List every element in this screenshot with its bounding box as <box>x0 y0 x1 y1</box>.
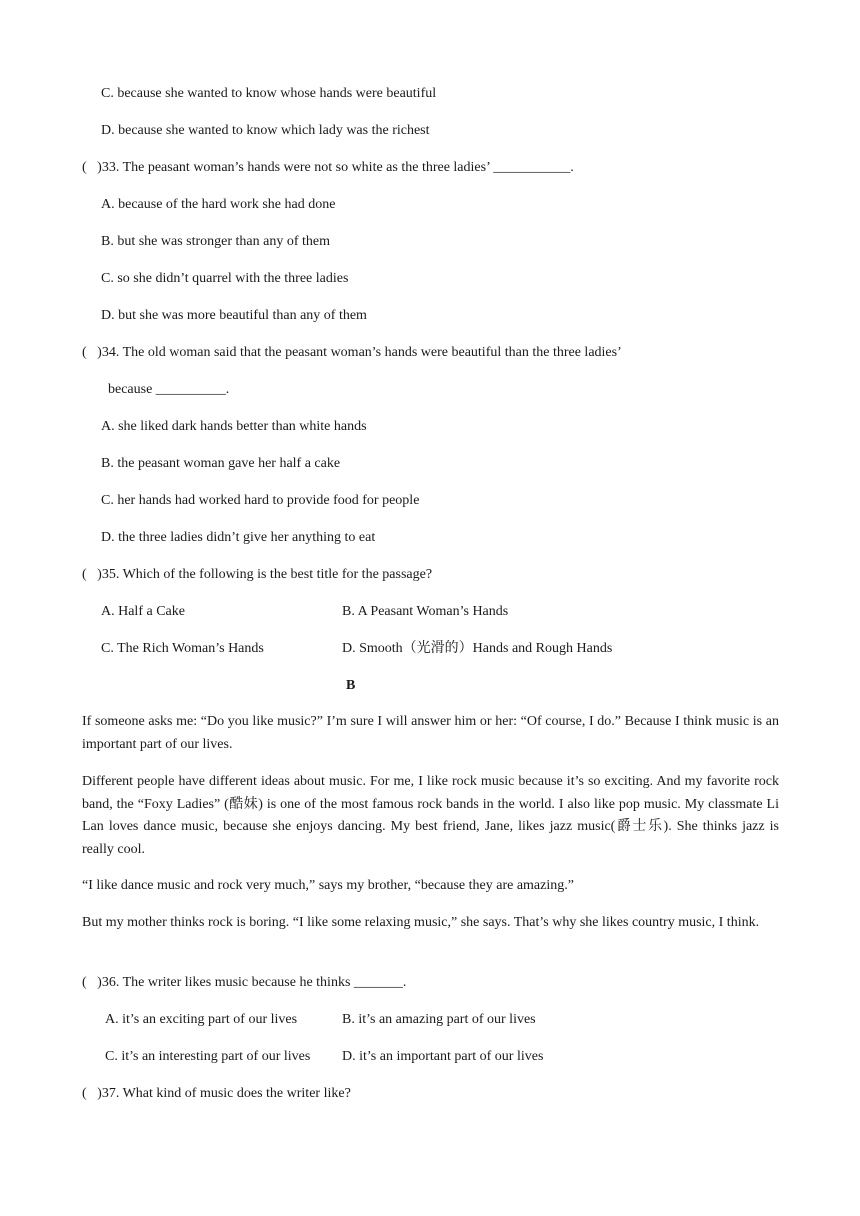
q36-stem: ( )36. The writer likes music because he thinks _______. <box>82 975 407 990</box>
q36-option-d: D. it’s an important part of our lives <box>342 1049 544 1064</box>
q35-option-a: A. Half a Cake <box>101 604 185 619</box>
section-b-paragraph-4: But my mother thinks rock is boring. “I like some relaxing music,” she says. That’s why she likes country music, I think. <box>82 915 760 930</box>
q35-option-b: B. A Peasant Woman’s Hands <box>342 604 509 619</box>
q35-option-c: C. The Rich Woman’s Hands <box>101 641 264 656</box>
q33-option-b: B. but she was stronger than any of them <box>101 234 331 249</box>
q34-option-c: C. her hands had worked hard to provide food for people <box>101 493 420 508</box>
q35-stem: ( )35. Which of the following is the best title for the passage? <box>82 567 433 582</box>
section-b-paragraph-1: If someone asks me: “Do you like music?” I’m sure I will answer him or her: “Of course, I do.” Because I think music is an important part of our lives. <box>82 714 779 752</box>
q33-stem: ( )33. The peasant woman’s hands were not so white as the three ladies’ ___________. <box>82 160 574 175</box>
q35-option-d: D. Smooth（光滑的）Hands and Rough Hands <box>342 641 613 656</box>
q33-option-d: D. but she was more beautiful than any of them <box>101 308 367 323</box>
q34-stem-continued: because __________. <box>108 382 230 397</box>
section-b-paragraph-3: “I like dance music and rock very much,” says my brother, “because they are amazing.” <box>82 878 574 893</box>
q34-option-a: A. she liked dark hands better than white hands <box>101 419 367 434</box>
q33-option-a: A. because of the hard work she had done <box>101 197 336 212</box>
q34-option-d: D. the three ladies didn’t give her anything to eat <box>101 530 376 545</box>
section-b-title: B <box>346 678 356 693</box>
q32-option-c: C. because she wanted to know whose hands were beautiful <box>101 86 437 101</box>
q37-stem: ( )37. What kind of music does the writer like? <box>82 1086 351 1101</box>
q36-option-c: C. it’s an interesting part of our lives <box>105 1049 311 1064</box>
q33-option-c: C. so she didn’t quarrel with the three ladies <box>101 271 349 286</box>
q34-stem: ( )34. The old woman said that the peasant woman’s hands were beautiful than the three ladies’ <box>82 345 622 360</box>
q34-option-b: B. the peasant woman gave her half a cake <box>101 456 341 471</box>
q36-option-b: B. it’s an amazing part of our lives <box>342 1012 536 1027</box>
q32-option-d: D. because she wanted to know which lady was the richest <box>101 123 430 138</box>
section-b-paragraph-2: Different people have different ideas about music. For me, I like rock music because it’s so exciting. And my favorite rock band, the “Foxy Ladies” (酷妹) is one of the most famous rock bands in the world. I also like pop music. My classmate Li Lan loves dance music, because she enjoys dancing. My best friend, Jane, likes jazz music(爵士乐). She thinks jazz is really cool. <box>82 774 779 857</box>
q36-option-a: A. it’s an exciting part of our lives <box>105 1012 298 1027</box>
